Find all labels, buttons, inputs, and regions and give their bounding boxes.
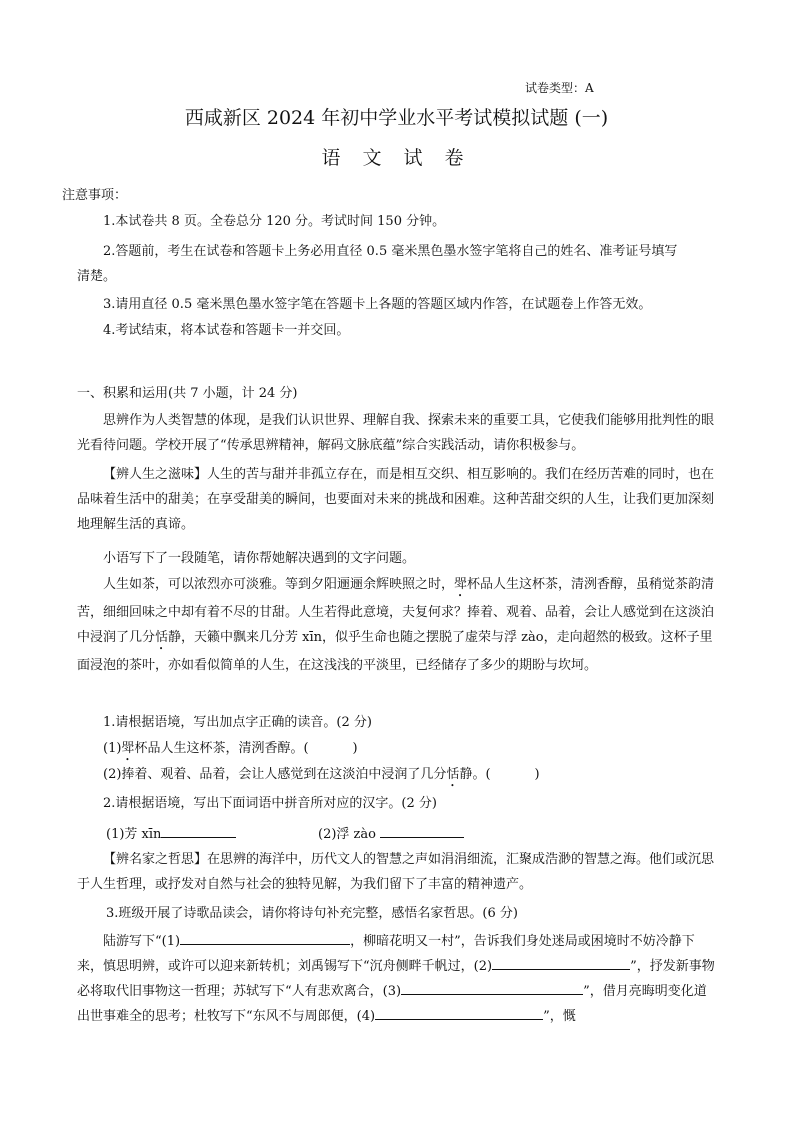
poem-text-a: 陆游写下“(1) bbox=[103, 934, 181, 949]
exam-type-label: 试卷类型：A bbox=[525, 81, 594, 95]
poem-text-d: ”，借月亮晦明变化道出世事难全的思考；杜牧写下“东风不与周郎便，(4) bbox=[77, 984, 707, 1024]
part1-paragraph bbox=[77, 462, 717, 537]
poem-blank-3[interactable] bbox=[401, 980, 583, 995]
question-2: 2.请根据语境，写出下面词语中拼音所对应的汉字。(2 分) bbox=[103, 796, 437, 811]
question-2-1 bbox=[106, 823, 236, 844]
poem-paragraph bbox=[77, 929, 717, 1029]
question-1-2 bbox=[103, 766, 540, 790]
part1-text: 人生的苦与甜并非孤立存在，而是相互交织、相互影响的。我们在经历苦难的同时，也在品味着生活中的甜美；在享受甜美的瞬间，也要面对未来的挑战和困难。这种苦甜交织的人生，让我们更加深刻地理解生活的真谛。 bbox=[77, 467, 715, 532]
poem-text-e: ”，慨 bbox=[543, 1009, 576, 1024]
poem-blank-1[interactable] bbox=[180, 930, 350, 945]
section-intro: 思辨作为人类智慧的体现，是我们认识世界、理解自我、探索未来的重要工具，它使我们能够用批判性的眼光看待问题。学校开展了“传承思辨精神，解码文脉底蕴”综合实践活动，请你积极参与。 bbox=[77, 413, 715, 453]
q2-2-answer-blank[interactable] bbox=[380, 823, 464, 838]
exam-subtitle: 语 文 试 卷 bbox=[321, 147, 472, 169]
note-item-3: 3.请用直径 0.5 毫米黑色墨水签字笔在答题卡上各题的答题区域内作答，在试题卷上作答无效。 bbox=[103, 297, 652, 312]
question-1: 1.请根据语境，写出加点字正确的读音。(2 分) bbox=[103, 715, 372, 730]
q1-1-num: (1) bbox=[103, 741, 122, 756]
question-3: 3.班级开展了诗歌品读会，请你将诗句补充完整，感悟名家哲思。(6 分) bbox=[106, 906, 518, 921]
poem-text-b: ，柳暗花明又一村”，告诉我们身处迷局或困境时不妨冷静下来，慎思明辨，或许可以迎来新转机；刘禹锡写下“沉舟侧畔千帆过，(2) bbox=[77, 934, 695, 974]
q1-1-close: ) bbox=[352, 741, 358, 756]
part2-paragraph bbox=[77, 847, 717, 897]
exam-title: 西咸新区 2024 年初中学业水平考试模拟试题 (一) bbox=[184, 107, 609, 129]
q1-1-text: 杯品人生这杯茶，清洌香醇。( bbox=[134, 741, 309, 756]
poem-blank-2[interactable] bbox=[492, 955, 630, 970]
part1-tag: 【辨人生之滋味】 bbox=[103, 467, 208, 482]
notes-heading: 注意事项： bbox=[62, 188, 128, 203]
question-1-1 bbox=[103, 740, 358, 764]
essay-part-c: 静，天籁中飘来几分芳 xīn，似乎生命也随之摆脱了虚荣与浮 zào，走向超然的极致。这杯子里面浸泡的茶叶，亦如看似简单的人生，在这浅浅的平淡里，已经储存了多少的期盼与坎坷。 bbox=[77, 630, 713, 673]
q2-1-answer-blank[interactable] bbox=[161, 823, 236, 838]
note-item-2: 2.答题前，考生在试卷和答题卡上务必用直径 0.5 毫米黑色墨水签字笔将自己的姓名、准考证号填写 bbox=[103, 244, 678, 259]
q1-2-close: ) bbox=[534, 767, 540, 782]
dotted-char-2: 恬 bbox=[155, 630, 169, 645]
q1-2-text-a: (2)捧着、观着、品着，会让人感觉到在这淡泊中浸润了几分 bbox=[103, 767, 447, 782]
task-intro: 小语写下了一段随笔，请你帮她解决遇到的文字问题。 bbox=[103, 551, 416, 566]
essay-paragraph bbox=[77, 572, 717, 678]
q2-1-label: (1)芳 xīn bbox=[106, 827, 162, 842]
poem-blank-4[interactable] bbox=[375, 1005, 543, 1020]
part2-text: 在思辨的海洋中，历代文人的智慧之声如涓涓细流，汇聚成浩渺的智慧之海。他们或沉思于人生哲理，或抒发对自然与社会的独特见解，为我们留下了丰富的精神遗产。 bbox=[77, 852, 715, 892]
essay-part-a: 人生如茶，可以浓烈亦可淡雅。等到夕阳逦逦余辉映照之时， bbox=[103, 577, 455, 592]
part2-tag: 【辨名家之哲思】 bbox=[103, 852, 208, 867]
q1-1-dotted-char: 斝 bbox=[121, 741, 135, 756]
note-item-1: 1.本试卷共 8 页。全卷总分 120 分。考试时间 150 分钟。 bbox=[103, 214, 446, 229]
q1-2-text-b: 静。( bbox=[459, 767, 491, 782]
q1-2-dotted-char: 恬 bbox=[446, 767, 460, 782]
question-2-2 bbox=[318, 823, 464, 844]
dotted-char-1: 斝 bbox=[454, 577, 468, 592]
note-item-4: 4.考试结束，将本试卷和答题卡一并交回。 bbox=[103, 323, 350, 338]
poem-text-c: ”，抒发新事物必将取代旧事物这一哲理；苏轼写下“人有悲欢离合，(3) bbox=[77, 959, 715, 999]
note-item-2-cont: 清楚。 bbox=[77, 269, 117, 284]
section-heading: 一、积累和运用(共 7 小题，计 24 分) bbox=[77, 386, 298, 401]
q2-2-label: (2)浮 zào bbox=[318, 827, 376, 842]
essay-part-b: 杯品人生这杯茶，清洌香醇，虽稍觉茶韵清苦，细细回味之中却有着不尽的甘甜。人生若得此意境，夫复何求？捧着、观着、品着，会让人感觉到在这淡泊中浸润了几分 bbox=[77, 577, 715, 645]
